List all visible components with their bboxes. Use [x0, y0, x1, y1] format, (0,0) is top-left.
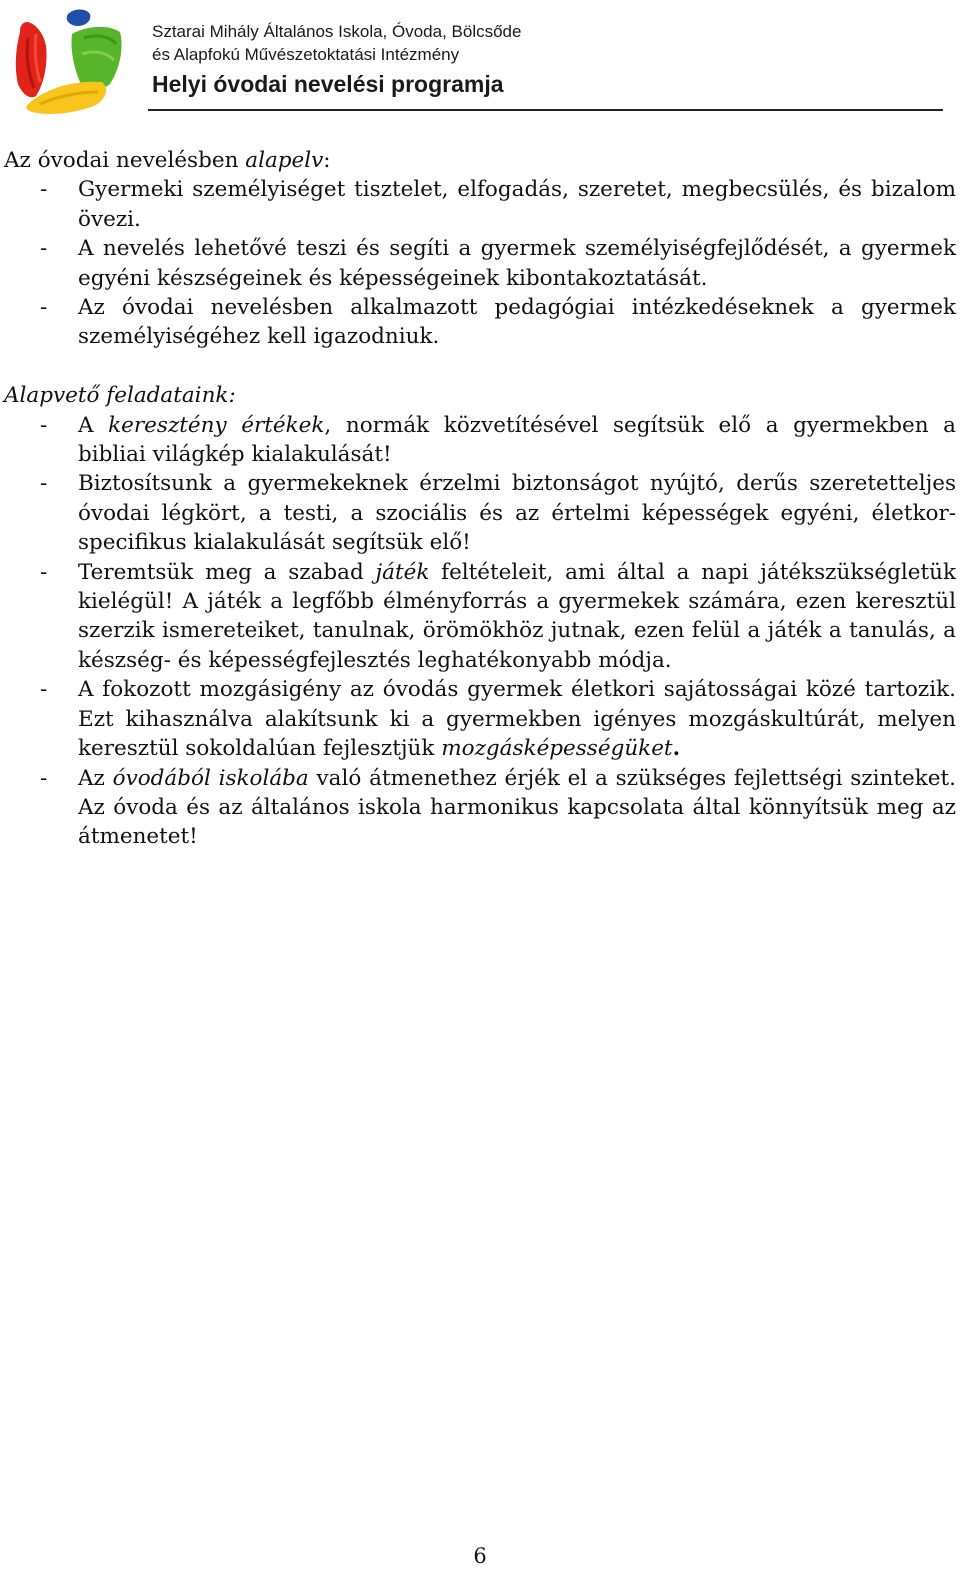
task-text: Biztosítsunk a gyermekeknek érzelmi biztonságot nyújtó, derűs szeretetteljes óvodai légkört, a testi, a szociális és az értelmi képességek egyéni, életkor-specifikus kialakulását segítsük elő! — [78, 471, 956, 556]
principles-heading-text: Az óvodai nevelésben — [4, 148, 246, 173]
tasks-list — [4, 411, 956, 852]
principles-list — [4, 175, 956, 351]
task-text-part: A — [78, 412, 109, 438]
bullet-dash: - — [40, 177, 48, 203]
task-item — [4, 469, 956, 557]
task-item — [4, 411, 956, 470]
task-emphasis: mozgásképességüket — [441, 736, 673, 762]
colorful-hand-drawn-logo-icon — [6, 4, 126, 116]
principle-text: Gyermeki személyiséget tisztelet, elfogadás, szeretet, megbecsülés, és bizalom övezi. — [78, 177, 956, 232]
task-text — [78, 766, 956, 850]
bullet-dash: - — [40, 295, 48, 321]
task-text — [78, 413, 956, 467]
task-text — [78, 560, 956, 673]
task-text-part: Teremtsük meg a szabad — [78, 559, 376, 585]
task-emphasis: óvodából iskolába — [112, 765, 309, 791]
principle-text: Az óvodai nevelésben alkalmazott pedagógiai intézkedéseknek a gyermek személyiségéhez kell igazodniuk. — [78, 295, 956, 350]
section-spacer — [4, 352, 956, 381]
bullet-dash: - — [40, 236, 48, 262]
principles-heading-emphasis: alapelv — [245, 148, 324, 173]
principle-item — [4, 175, 956, 234]
tasks-heading-text: Alapvető feladataink: — [4, 383, 236, 409]
task-emphasis: játék — [375, 559, 430, 585]
page-header — [0, 0, 960, 120]
document-title: Helyi óvodai nevelési programja — [152, 71, 504, 97]
task-item — [4, 675, 956, 763]
page-number: 6 — [473, 1544, 487, 1568]
task-item — [4, 764, 956, 852]
bullet-dash: - — [40, 677, 48, 703]
institution-name-line-1: Sztarai Mihály Általános Iskola, Óvoda, Bölcsőde — [152, 22, 522, 41]
principle-text: A nevelés lehetővé teszi és segíti a gyermek személyiségfejlődését, a gyermek egyéni készségeinek és képességeinek kibontakoztatását. — [78, 236, 956, 291]
task-emphasis: keresztény értékek — [108, 412, 325, 438]
task-text-part: Az — [78, 765, 113, 791]
header-divider — [148, 109, 943, 111]
principle-item — [4, 234, 956, 293]
principle-item — [4, 293, 956, 352]
institution-name-line-2: és Alapfokú Művészetoktatási Intézmény — [152, 45, 460, 64]
task-text-part: , normák közvetítésével segítsük elő a gyermekben a bibliai világkép kialakulását! — [78, 412, 956, 468]
document-body — [4, 146, 956, 852]
bullet-dash: - — [40, 765, 48, 791]
header-text-block — [152, 20, 521, 100]
bullet-dash: - — [40, 559, 48, 585]
bullet-dash: - — [40, 471, 48, 497]
principles-heading — [4, 146, 956, 175]
task-text-part: . — [672, 736, 681, 762]
task-item — [4, 558, 956, 676]
principles-heading-suffix: : — [323, 148, 331, 173]
task-text-part: A fokozott mozgásigény az óvodás gyermek életkori sajátosságai közé tartozik. Ezt kihasználva alakítsunk ki a gyermekben igényes mozgáskultúrát, melyen keresztül sokoldalúan fejlesztjük — [78, 677, 956, 762]
tasks-heading — [4, 381, 956, 410]
task-text-part: feltételeit, ami által a napi játékszükségletük kielégül! A játék a legfőbb élményforrás a gyermekek számára, ezen keresztül szerzik ismereteiket, tanulnak, örömökhöz jutnak, ezen felül a játék a tanulás, a készség- és képességfejlesztés leghatékonyabb módja. — [78, 559, 956, 673]
task-text — [78, 677, 956, 761]
bullet-dash: - — [40, 412, 48, 438]
task-text-part: való átmenethez érjék el a szükséges fejlettségi szinteket. Az óvoda és az általános iskola harmonikus kapcsolata által könnyítsük meg az átmenetet! — [78, 765, 956, 850]
